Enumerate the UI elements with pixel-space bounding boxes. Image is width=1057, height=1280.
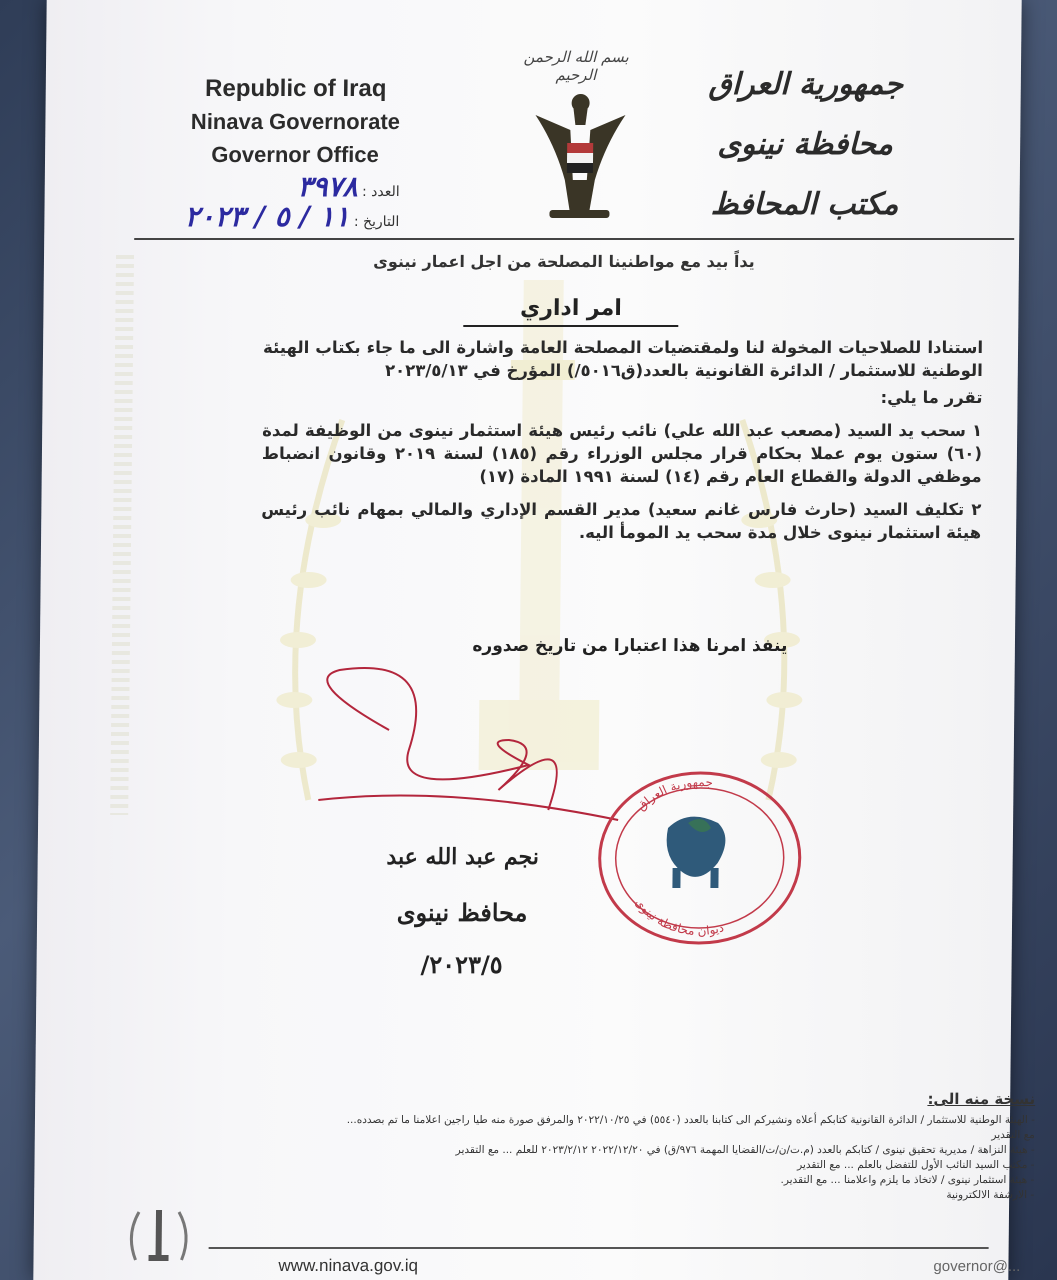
signer-block bbox=[336, 835, 588, 987]
governorate-name-ar: محافظة نينوى bbox=[717, 127, 894, 162]
seal-text-bottom: ديوان محافظة نينوى bbox=[632, 895, 726, 939]
signature bbox=[298, 660, 630, 840]
header-divider bbox=[134, 238, 1014, 240]
document-page bbox=[33, 0, 1036, 1280]
copies-item: - الهيئة الوطنية للاستثمار / الدائرة القانونية كتابكم أعلاه ونشيركم الى كتابنا بالعدد (٥٥٤٠) في ٢٠٢٢/١٠/٢٥ والمرفق صورة منه طيا راجين اعلامنا ما تم بصدده... مع التقدير bbox=[346, 1114, 1036, 1141]
iraq-eagle-emblem bbox=[524, 85, 635, 225]
arabic-letterhead bbox=[684, 55, 926, 235]
signer-name: نجم عبد الله عبد bbox=[386, 844, 540, 870]
date-label: التاريخ : bbox=[353, 214, 400, 230]
copies-item: - الارشفة الالكترونية bbox=[946, 1189, 1035, 1201]
office-name-en: Governor Office bbox=[211, 142, 379, 167]
body-item-1: ١ سحب يد السيد (مصعب عبد الله علي) نائب رئيس هيئة استثمار نينوى من الوظيفة لمدة (٦٠) ستون يوم عملا بحكام قرار مجلس الوزراء رقم (١٨٥) لسنة ٢٠١٩ وقانون انضباط موظفي الدولة والقطاع العام رقم (١٤) لسنة ١٩٩١ المادة (١٧) bbox=[261, 421, 983, 486]
footer-divider bbox=[209, 1247, 989, 1249]
english-letterhead bbox=[145, 72, 446, 171]
country-name-ar: جمهورية العراق bbox=[708, 67, 904, 102]
footer-tower-logo bbox=[123, 1200, 194, 1270]
order-body bbox=[261, 336, 983, 544]
reference-number-row bbox=[140, 170, 400, 203]
svg-text:ديوان محافظة نينوى bbox=[632, 896, 726, 939]
footer-website: www.ninava.gov.iq bbox=[278, 1256, 419, 1275]
number-value: ٣٩٧٨ bbox=[297, 170, 358, 203]
reference-date-row bbox=[139, 200, 399, 233]
copies-title: نسخة منه الى: bbox=[927, 1090, 1036, 1108]
copies-to bbox=[334, 1092, 1035, 1203]
governorate-name-en: Ninava Governorate bbox=[190, 109, 401, 134]
body-preamble: استنادا للصلاحيات المخولة لنا ولمقتضيات المصلحة العامة واشارة الى ما جاء بكتاب الهيئة الوطنية للاستثمار / الدائرة القانونية بالعدد(ق٥٠١٦/) المؤرخ في ٢٠٢٣/٥/١٣ bbox=[262, 338, 984, 380]
seal-text-top: جمهورية العراق bbox=[634, 774, 714, 814]
copies-item: - هيئة النزاهة / مديرية تحقيق نينوى / كتابكم بالعدد (م.ت/ن/ت/القضايا المهمة ٩٧٦/ق) في ٢٠٢٢/١٢/٢٠ ٢٠٢٣/٢/١٢ للعلم ... مع التقدير bbox=[455, 1144, 1035, 1156]
body-decided: تقرر ما يلي: bbox=[880, 388, 983, 407]
office-name-ar: مكتب المحافظ bbox=[710, 187, 899, 222]
country-name-en: Republic of Iraq bbox=[204, 75, 387, 102]
slogan: يداً بيد مع مواطنينا المصلحة من اجل اعمار نينوى bbox=[373, 252, 755, 271]
copies-item: - هيئة استثمار نينوى / لاتخاذ ما يلزم واعلامنا ... مع التقدير. bbox=[780, 1174, 1035, 1186]
signer-position: محافظ نينوى bbox=[396, 898, 528, 927]
body-item-2: ٢ تكليف السيد (حارث فارس غانم سعيد) مدير القسم الإداري والمالي بمهام نائب رئيس هيئة استثمار نينوى خلال مدة سحب يد المومأ اليه. bbox=[261, 500, 982, 542]
date-value: ١١ / ٥ / ٢٠٢٣ bbox=[184, 200, 350, 233]
number-label: العدد : bbox=[361, 184, 400, 200]
footer-email: governor@... bbox=[933, 1258, 1021, 1275]
official-seal bbox=[592, 768, 809, 948]
svg-text:جمهورية العراق bbox=[634, 775, 714, 813]
left-decorative-rail bbox=[110, 255, 134, 815]
execution-clause: ينفذ امرنا هذا اعتبارا من تاريخ صدوره bbox=[472, 636, 788, 656]
basmala: بسم الله الرحمن الرحيم bbox=[523, 48, 629, 84]
document-title: امر اداري bbox=[463, 296, 678, 327]
signer-date: ٢٠٢٣/٥/ bbox=[420, 950, 503, 979]
copies-item: - مكتب السيد النائب الأول للتفضل بالعلم ... مع التقدير bbox=[797, 1159, 1035, 1171]
